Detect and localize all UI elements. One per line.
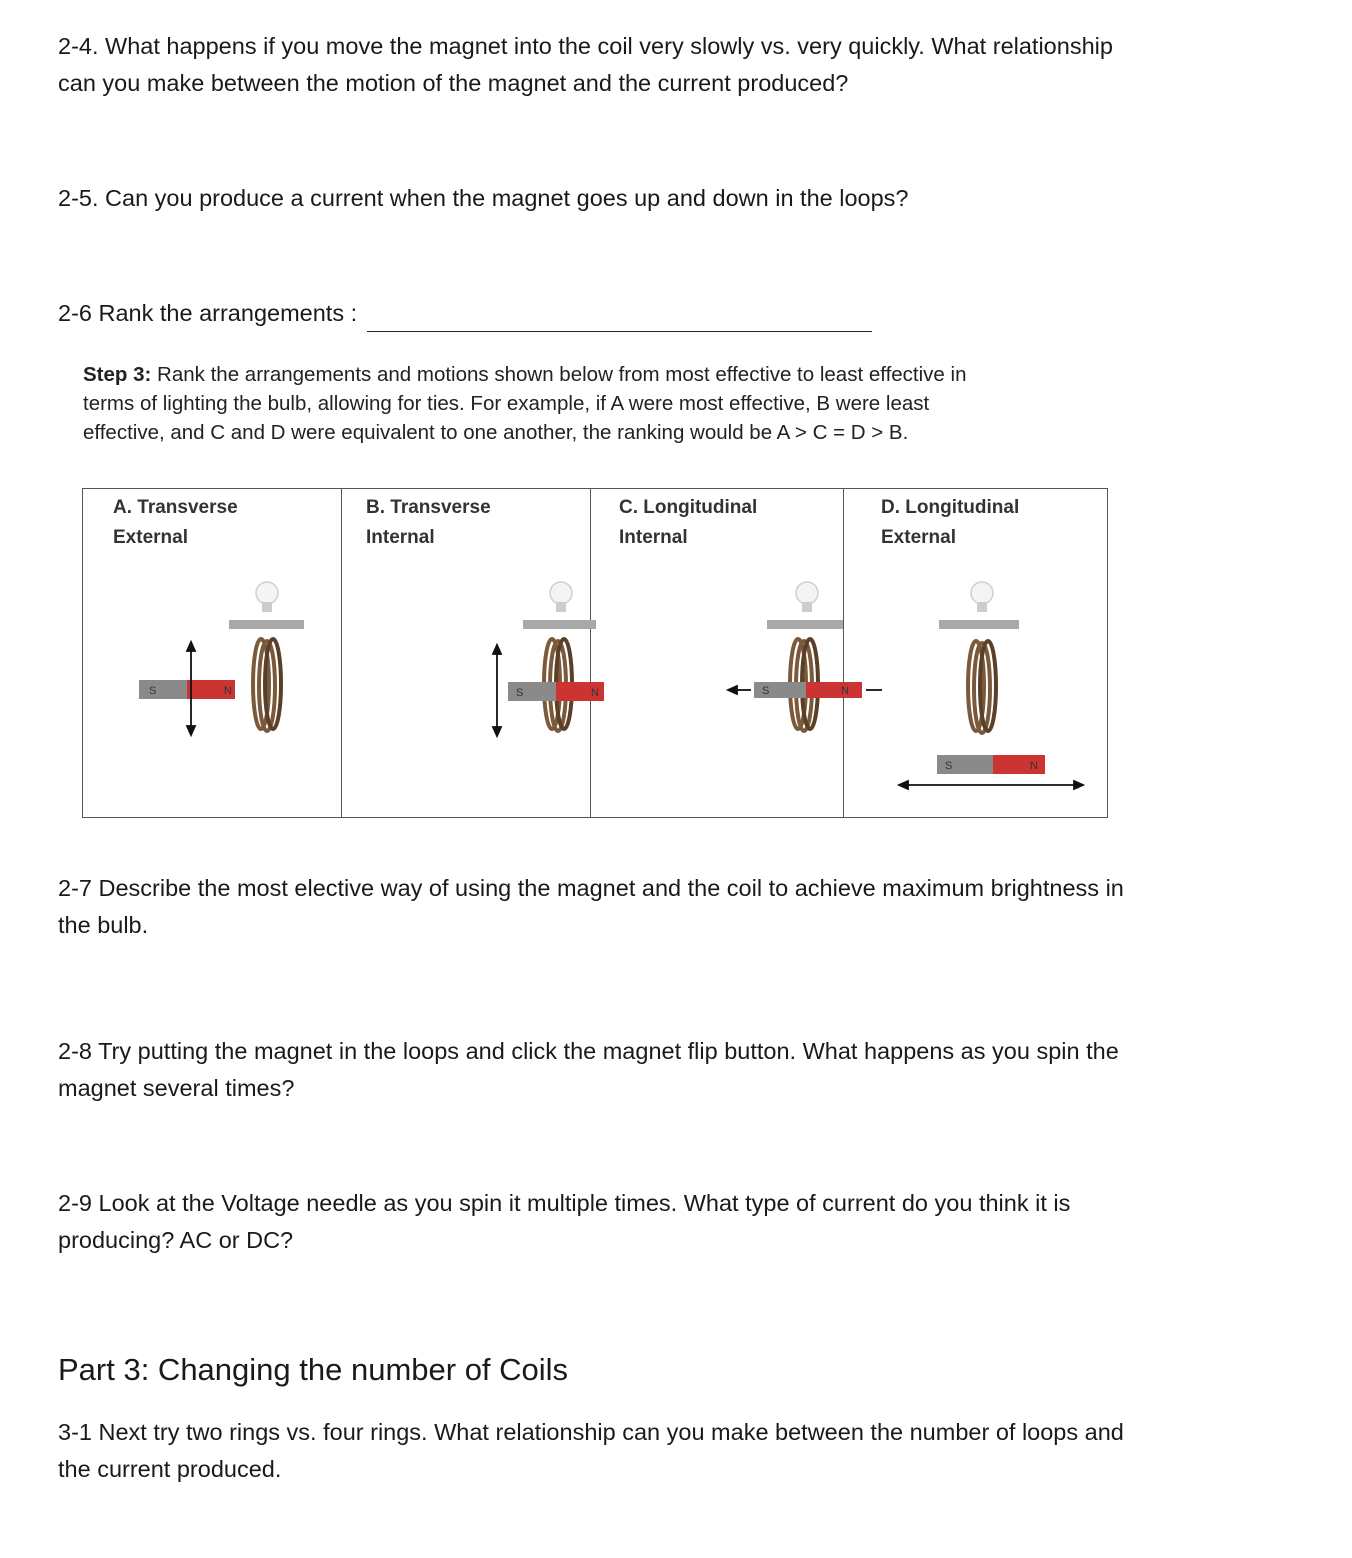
arrangement-diagram-b <box>342 489 599 817</box>
arrangement-title: B. Transverse <box>366 497 491 518</box>
question-text: 3-1 Next try two rings vs. four rings. What relationship can you make between the number of loops and <box>58 1419 1124 1445</box>
coil-icon <box>968 641 996 733</box>
bulb-icon <box>256 582 278 612</box>
question-2-7 <box>58 870 1288 944</box>
magnet-north-label: N <box>1030 760 1038 772</box>
instruction-text: Rank the arrangements and motions shown below from most effective to least effective in <box>151 363 967 386</box>
horizontal-motion-arrow-icon <box>899 781 1083 789</box>
magnet-icon <box>937 755 1045 774</box>
arrangement-cell-d <box>844 489 1107 817</box>
coil-icon <box>253 639 281 731</box>
question-text: 2-4. What happens if you move the magnet into the coil very slowly vs. very quickly. What relationship <box>58 33 1113 59</box>
question-2-9 <box>58 1185 1288 1259</box>
coil-stand <box>229 620 304 629</box>
step-3-instructions <box>83 360 1103 447</box>
question-2-8 <box>58 1033 1288 1107</box>
magnet-north-label: N <box>224 685 232 697</box>
arrangement-title: D. Longitudinal <box>881 497 1020 518</box>
question-2-5 <box>58 180 1288 217</box>
magnet-south-label: S <box>149 685 157 697</box>
question-2-4 <box>58 28 1288 102</box>
question-3-1 <box>58 1414 1288 1488</box>
question-text: 2-8 Try putting the magnet in the loops and click the magnet flip button. What happens as you spin the <box>58 1038 1119 1064</box>
magnet-icon <box>139 680 235 699</box>
question-text: 2-9 Look at the Voltage needle as you spin it multiple times. What type of current do you think it is <box>58 1190 1071 1216</box>
question-2-6 <box>58 295 1288 332</box>
arrangement-subtitle: Internal <box>366 527 435 548</box>
bulb-icon <box>550 582 572 612</box>
arrangement-cell-c <box>591 489 849 817</box>
magnet-south-label: S <box>516 687 524 699</box>
arrangement-subtitle: External <box>113 527 188 548</box>
arrangement-subtitle: Internal <box>619 527 688 548</box>
answer-blank-line[interactable] <box>367 303 872 332</box>
instruction-text: terms of lighting the bulb, allowing for ties. For example, if A were most effective, B were least <box>83 392 930 415</box>
instruction-text: effective, and C and D were equivalent to one another, the ranking would be A > C = D > B. <box>83 421 909 444</box>
section-heading-part-3: Part 3: Changing the number of Coils <box>58 1352 569 1387</box>
arrangements-table <box>82 488 1108 818</box>
magnet-south-label: S <box>945 760 953 772</box>
magnet-south-label: S <box>762 685 770 697</box>
question-text: magnet several times? <box>58 1075 295 1101</box>
arrangement-cell-b <box>342 489 599 817</box>
arrangement-diagram-d <box>844 489 1106 817</box>
coil-stand <box>939 620 1019 629</box>
question-text: the current produced. <box>58 1456 282 1482</box>
arrangement-title: A. Transverse <box>113 497 238 518</box>
question-text: can you make between the motion of the magnet and the current produced? <box>58 70 849 96</box>
bulb-icon <box>971 582 993 612</box>
arrangement-diagram-c <box>591 489 849 817</box>
step-label: Step 3: <box>83 363 152 386</box>
vertical-motion-arrow-icon <box>493 645 501 736</box>
question-text: 2-5. Can you produce a current when the magnet goes up and down in the loops? <box>58 185 909 211</box>
coil-stand <box>523 620 596 629</box>
bulb-icon <box>796 582 818 612</box>
arrangement-cell-a <box>83 489 342 817</box>
question-text: 2-7 Describe the most elective way of using the magnet and the coil to achieve maximum brightness in <box>58 875 1124 901</box>
question-text: the bulb. <box>58 912 149 938</box>
arrangement-subtitle: External <box>881 527 956 548</box>
magnet-north-label: N <box>841 685 849 697</box>
magnet-icon <box>508 682 604 701</box>
arrangement-title: C. Longitudinal <box>619 497 758 518</box>
magnet-north-label: N <box>591 687 599 699</box>
coil-stand <box>767 620 843 629</box>
arrangement-diagram-a <box>83 489 341 817</box>
question-text: producing? AC or DC? <box>58 1227 294 1253</box>
question-text: 2-6 Rank the arrangements : <box>58 300 358 326</box>
horizontal-motion-arrow-left-icon <box>728 686 751 694</box>
